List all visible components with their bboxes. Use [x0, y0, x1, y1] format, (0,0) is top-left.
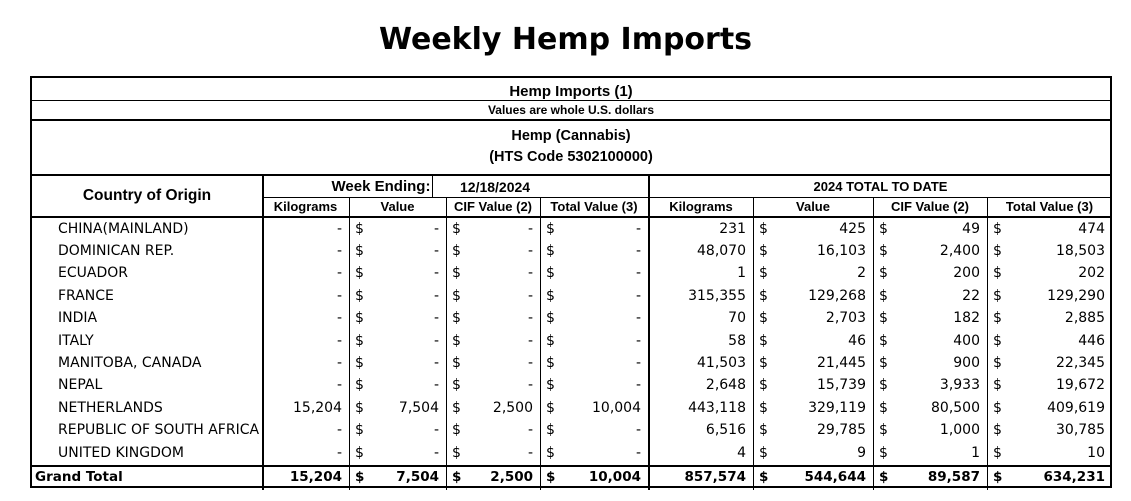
cell-y-cif: 49 — [962, 220, 980, 237]
cell-y-tot: 2,885 — [1064, 310, 1105, 327]
currency-symbol: $ — [452, 265, 461, 282]
country-name: DOMINICAN REP. — [58, 242, 175, 259]
cell-y-tot: 202 — [1078, 265, 1105, 282]
cell-w-cif: - — [527, 310, 533, 327]
divider — [32, 119, 1110, 121]
cell-w-cif: - — [527, 220, 533, 237]
currency-symbol: $ — [879, 399, 888, 416]
currency-symbol: $ — [546, 265, 555, 282]
cell-w-val: - — [433, 377, 439, 394]
country-name: INDIA — [58, 310, 98, 327]
grand-total-row — [32, 466, 1110, 488]
currency-symbol: $ — [879, 220, 888, 237]
cell-y-cif: 3,933 — [939, 377, 980, 394]
cell-w-tot: - — [635, 242, 641, 259]
cell-w-cif: - — [527, 332, 533, 349]
currency-symbol: $ — [355, 444, 364, 461]
cell-y-val: 329,119 — [808, 399, 866, 416]
table-subtitle: Values are whole U.S. dollars — [487, 103, 655, 117]
cell-w-cif: - — [527, 354, 533, 371]
cell-y-val: 129,268 — [808, 287, 866, 304]
table-row — [32, 218, 1110, 240]
currency-symbol: $ — [452, 444, 461, 461]
cell-w-val: 7,504 — [398, 399, 439, 416]
cell-y-val: 16,103 — [817, 242, 866, 259]
currency-symbol: $ — [546, 444, 555, 461]
table-row — [32, 442, 1110, 464]
cell-y-kg: 48,070 — [697, 242, 746, 259]
currency-symbol: $ — [879, 354, 888, 371]
cell-w-tot: - — [635, 332, 641, 349]
currency-symbol: $ — [993, 220, 1002, 237]
cell-y-tot: 19,672 — [1056, 377, 1105, 394]
country-name: NETHERLANDS — [58, 399, 163, 416]
cell-y-tot: 446 — [1078, 332, 1105, 349]
currency-symbol: $ — [879, 265, 888, 282]
cell-w-cif: 2,500 — [490, 469, 533, 485]
cell-w-kg: - — [336, 377, 342, 394]
table-row — [32, 352, 1110, 374]
currency-symbol: $ — [759, 310, 768, 327]
cell-w-tot: - — [635, 354, 641, 371]
cell-y-cif: 1,000 — [939, 422, 980, 439]
currency-symbol: $ — [993, 265, 1002, 282]
currency-symbol: $ — [452, 310, 461, 327]
currency-symbol: $ — [452, 399, 461, 416]
currency-symbol: $ — [993, 242, 1002, 259]
currency-symbol: $ — [759, 422, 768, 439]
currency-symbol: $ — [355, 377, 364, 394]
cell-w-kg: - — [336, 310, 342, 327]
cell-y-tot: 634,231 — [1043, 469, 1105, 485]
cell-y-kg: 41,503 — [697, 354, 746, 371]
country-column-header: Country of Origin — [82, 187, 212, 204]
currency-symbol: $ — [759, 354, 768, 371]
cell-y-cif: 900 — [953, 354, 980, 371]
cell-y-kg: 443,118 — [688, 399, 746, 416]
cell-y-val: 21,445 — [817, 354, 866, 371]
currency-symbol: $ — [993, 469, 1003, 485]
cell-w-tot: - — [635, 422, 641, 439]
cell-y-val: 29,785 — [817, 422, 866, 439]
currency-symbol: $ — [759, 287, 768, 304]
country-name: ECUADOR — [58, 265, 128, 282]
currency-symbol: $ — [546, 422, 555, 439]
cell-w-val: 7,504 — [396, 469, 439, 485]
currency-symbol: $ — [546, 332, 555, 349]
table-row — [32, 397, 1110, 419]
currency-symbol: $ — [546, 287, 555, 304]
column-divider — [432, 174, 433, 197]
cell-y-val: 46 — [848, 332, 866, 349]
cell-y-cif: 22 — [962, 287, 980, 304]
currency-symbol: $ — [355, 354, 364, 371]
currency-symbol: $ — [452, 354, 461, 371]
cell-w-val: - — [433, 242, 439, 259]
currency-symbol: $ — [546, 354, 555, 371]
cell-y-cif: 89,587 — [927, 469, 980, 485]
cell-w-tot: - — [635, 377, 641, 394]
currency-symbol: $ — [879, 469, 889, 485]
table-row — [32, 419, 1110, 441]
currency-symbol: $ — [993, 332, 1002, 349]
cell-y-cif: 200 — [953, 265, 980, 282]
cell-w-kg: - — [336, 265, 342, 282]
currency-symbol: $ — [879, 287, 888, 304]
currency-symbol: $ — [452, 377, 461, 394]
cell-w-val: - — [433, 220, 439, 237]
cell-y-tot: 129,290 — [1047, 287, 1105, 304]
currency-symbol: $ — [355, 332, 364, 349]
currency-symbol: $ — [355, 220, 364, 237]
cell-y-cif: 2,400 — [939, 242, 980, 259]
cell-w-kg: - — [336, 354, 342, 371]
grand-total-label: Grand Total — [35, 469, 123, 485]
cell-w-val: - — [433, 354, 439, 371]
cell-y-cif: 80,500 — [931, 399, 980, 416]
cell-w-cif: - — [527, 422, 533, 439]
cell-w-tot: - — [635, 444, 641, 461]
country-name: UNITED KINGDOM — [58, 444, 184, 461]
cell-y-val: 2,703 — [825, 310, 866, 327]
table-row — [32, 374, 1110, 396]
ytd-value-header: Value — [796, 199, 830, 214]
currency-symbol: $ — [452, 332, 461, 349]
cell-y-tot: 18,503 — [1056, 242, 1105, 259]
currency-symbol: $ — [452, 422, 461, 439]
ytd-kilograms-header: Kilograms — [669, 199, 733, 214]
cell-w-val: - — [433, 444, 439, 461]
week-ending-label: Week Ending: — [331, 178, 431, 195]
cell-y-kg: 6,516 — [705, 422, 746, 439]
currency-symbol: $ — [546, 399, 555, 416]
currency-symbol: $ — [759, 242, 768, 259]
hts-code: (HTS Code 5302100000) — [489, 149, 653, 165]
country-name: NEPAL — [58, 377, 103, 394]
currency-symbol: $ — [546, 377, 555, 394]
table-row — [32, 262, 1110, 284]
currency-symbol: $ — [355, 422, 364, 439]
currency-symbol: $ — [759, 399, 768, 416]
cell-w-tot: 10,004 — [588, 469, 641, 485]
cell-w-val: - — [433, 287, 439, 304]
cell-y-kg: 315,355 — [688, 287, 746, 304]
ytd-label: 2024 TOTAL TO DATE — [813, 179, 948, 194]
cell-w-kg: - — [336, 444, 342, 461]
cell-w-kg: - — [336, 242, 342, 259]
cell-w-kg: 15,204 — [289, 469, 342, 485]
cell-y-cif: 182 — [953, 310, 980, 327]
hemp-imports-table — [30, 76, 1112, 488]
cell-w-kg: - — [336, 332, 342, 349]
currency-symbol: $ — [759, 332, 768, 349]
cell-w-kg: - — [336, 287, 342, 304]
currency-symbol: $ — [993, 287, 1002, 304]
cell-y-kg: 231 — [719, 220, 746, 237]
cell-w-cif: - — [527, 444, 533, 461]
cell-w-cif: - — [527, 242, 533, 259]
table-row — [32, 307, 1110, 329]
country-name: MANITOBA, CANADA — [58, 354, 202, 371]
cell-y-tot: 10 — [1087, 444, 1105, 461]
currency-symbol: $ — [355, 242, 364, 259]
week-cif-header: CIF Value (2) — [453, 199, 533, 214]
cell-w-cif: - — [527, 265, 533, 282]
currency-symbol: $ — [993, 422, 1002, 439]
divider — [32, 465, 1110, 467]
country-name: ITALY — [58, 332, 94, 349]
currency-symbol: $ — [879, 377, 888, 394]
cell-y-val: 15,739 — [817, 377, 866, 394]
cell-y-kg: 1 — [737, 265, 746, 282]
cell-y-val: 425 — [839, 220, 866, 237]
currency-symbol: $ — [993, 377, 1002, 394]
country-name: CHINA(MAINLAND) — [58, 220, 189, 237]
cell-y-kg: 4 — [737, 444, 746, 461]
country-name: REPUBLIC OF SOUTH AFRICA — [58, 422, 260, 439]
currency-symbol: $ — [355, 399, 364, 416]
currency-symbol: $ — [993, 310, 1002, 327]
currency-symbol: $ — [879, 242, 888, 259]
cell-w-val: - — [433, 422, 439, 439]
currency-symbol: $ — [759, 469, 769, 485]
currency-symbol: $ — [879, 332, 888, 349]
currency-symbol: $ — [452, 220, 461, 237]
cell-y-tot: 30,785 — [1056, 422, 1105, 439]
cell-w-tot: - — [635, 220, 641, 237]
page-title: Weekly Hemp Imports — [378, 22, 753, 57]
cell-w-val: - — [433, 265, 439, 282]
table-title: Hemp Imports (1) — [509, 83, 633, 100]
cell-y-kg: 857,574 — [684, 469, 746, 485]
currency-symbol: $ — [452, 242, 461, 259]
cell-w-val: - — [433, 310, 439, 327]
cell-w-kg: 15,204 — [293, 399, 342, 416]
cell-w-tot: - — [635, 310, 641, 327]
cell-y-kg: 70 — [728, 310, 746, 327]
cell-w-cif: - — [527, 287, 533, 304]
week-total-header: Total Value (3) — [550, 199, 638, 214]
cell-y-kg: 58 — [728, 332, 746, 349]
currency-symbol: $ — [759, 444, 768, 461]
cell-w-tot: - — [635, 265, 641, 282]
currency-symbol: $ — [759, 377, 768, 394]
cell-w-kg: - — [336, 220, 342, 237]
table-row — [32, 285, 1110, 307]
table-row — [32, 240, 1110, 262]
currency-symbol: $ — [355, 287, 364, 304]
week-value-header: Value — [380, 199, 415, 214]
cell-y-cif: 400 — [953, 332, 980, 349]
cell-y-tot: 22,345 — [1056, 354, 1105, 371]
cell-w-cif: - — [527, 377, 533, 394]
divider — [32, 174, 1110, 176]
currency-symbol: $ — [355, 265, 364, 282]
currency-symbol: $ — [993, 354, 1002, 371]
currency-symbol: $ — [546, 220, 555, 237]
product-name: Hemp (Cannabis) — [511, 128, 631, 144]
currency-symbol: $ — [355, 310, 364, 327]
currency-symbol: $ — [993, 444, 1002, 461]
currency-symbol: $ — [355, 469, 365, 485]
currency-symbol: $ — [452, 469, 462, 485]
week-kilograms-header: Kilograms — [273, 199, 338, 214]
ytd-total-header: Total Value (3) — [1005, 199, 1094, 214]
ytd-cif-header: CIF Value (2) — [890, 199, 970, 214]
currency-symbol: $ — [452, 287, 461, 304]
cell-y-tot: 474 — [1078, 220, 1105, 237]
cell-w-kg: - — [336, 422, 342, 439]
currency-symbol: $ — [993, 399, 1002, 416]
cell-w-cif: 2,500 — [492, 399, 533, 416]
currency-symbol: $ — [546, 469, 556, 485]
cell-y-cif: 1 — [971, 444, 980, 461]
currency-symbol: $ — [879, 310, 888, 327]
currency-symbol: $ — [879, 422, 888, 439]
cell-w-val: - — [433, 332, 439, 349]
currency-symbol: $ — [879, 444, 888, 461]
country-name: FRANCE — [58, 287, 114, 304]
cell-y-val: 9 — [857, 444, 866, 461]
currency-symbol: $ — [546, 242, 555, 259]
cell-y-kg: 2,648 — [705, 377, 746, 394]
cell-y-val: 2 — [857, 265, 866, 282]
cell-w-tot: 10,004 — [592, 399, 641, 416]
currency-symbol: $ — [759, 220, 768, 237]
cell-y-val: 544,644 — [804, 469, 866, 485]
cell-w-tot: - — [635, 287, 641, 304]
table-row — [32, 330, 1110, 352]
cell-y-tot: 409,619 — [1047, 399, 1105, 416]
currency-symbol: $ — [759, 265, 768, 282]
week-ending-date: 12/18/2024 — [460, 179, 531, 195]
currency-symbol: $ — [546, 310, 555, 327]
